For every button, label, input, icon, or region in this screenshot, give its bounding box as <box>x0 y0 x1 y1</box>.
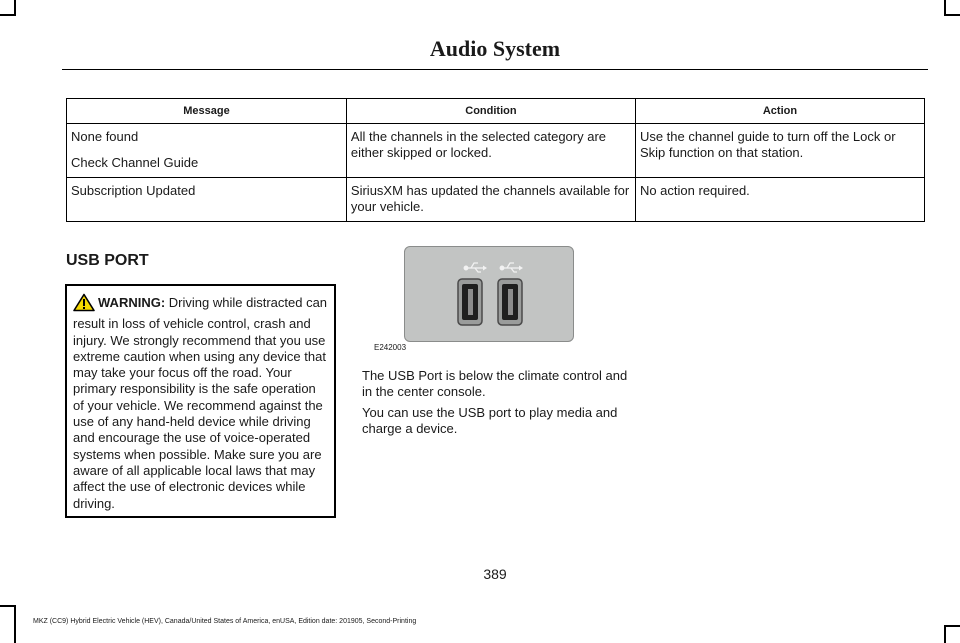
page-title: Audio System <box>429 36 561 61</box>
usb-port-right <box>498 279 522 325</box>
title-divider <box>62 69 928 70</box>
crop-mark <box>0 14 16 16</box>
condition-cell: SiriusXM has updated the channels available for your vehicle. <box>346 178 635 222</box>
usb-icon <box>464 263 487 272</box>
page-number: 389 <box>483 566 507 582</box>
message-text: Subscription Updated <box>71 183 196 198</box>
usb-icon <box>500 263 523 272</box>
figure-id: E242003 <box>374 343 407 352</box>
warning-text: Driving while distracted can result in loss of vehicle control, crash and injury. We strongly recommend that you use extreme caution when using any device that may take your focus off the road. Your primary responsibility is the safe operation of your vehicle. We recommend against the use of any hand-held device while driving and encourage the use of voice-operated systems when possible. Make sure you are aware of all applicable local laws that may affect the use of electronic devices while driving. <box>73 295 328 511</box>
column-header-action: Action <box>635 99 924 124</box>
warning-box <box>65 284 336 518</box>
table-row <box>67 124 925 178</box>
column-header-message: Message <box>67 99 347 124</box>
crop-mark <box>944 625 960 627</box>
table-header-row <box>67 99 925 124</box>
section-heading: USB PORT <box>66 252 149 269</box>
message-table <box>66 98 925 222</box>
message-cell <box>67 124 347 178</box>
action-cell: No action required. <box>635 178 924 222</box>
condition-cell: All the channels in the selected category are either skipped or locked. <box>346 124 635 178</box>
message-text: None found <box>71 129 139 144</box>
usb-port-graphic <box>405 247 573 341</box>
table-row <box>67 178 925 222</box>
crop-mark <box>0 605 16 607</box>
crop-mark <box>944 625 946 643</box>
crop-mark <box>944 14 960 16</box>
warning-triangle-icon <box>73 293 95 316</box>
usb-port-illustration <box>404 246 574 342</box>
crop-mark <box>14 605 16 643</box>
body-paragraph: You can use the USB port to play media and charge a device. <box>362 405 618 437</box>
footer-edition: MKZ (CC9) Hybrid Electric Vehicle (HEV), Canada/United States of America, enUSA, Edition date: 201905, Second-Printing <box>33 618 417 625</box>
action-cell: Use the channel guide to turn off the Lock or Skip function on that station. <box>635 124 924 178</box>
column-header-condition: Condition <box>346 99 635 124</box>
message-cell <box>67 178 347 222</box>
body-paragraph: The USB Port is below the climate control and in the center console. <box>362 368 628 400</box>
warning-label: WARNING: <box>98 295 166 310</box>
usb-port-left <box>458 279 482 325</box>
message-text: Check Channel Guide <box>71 155 199 170</box>
